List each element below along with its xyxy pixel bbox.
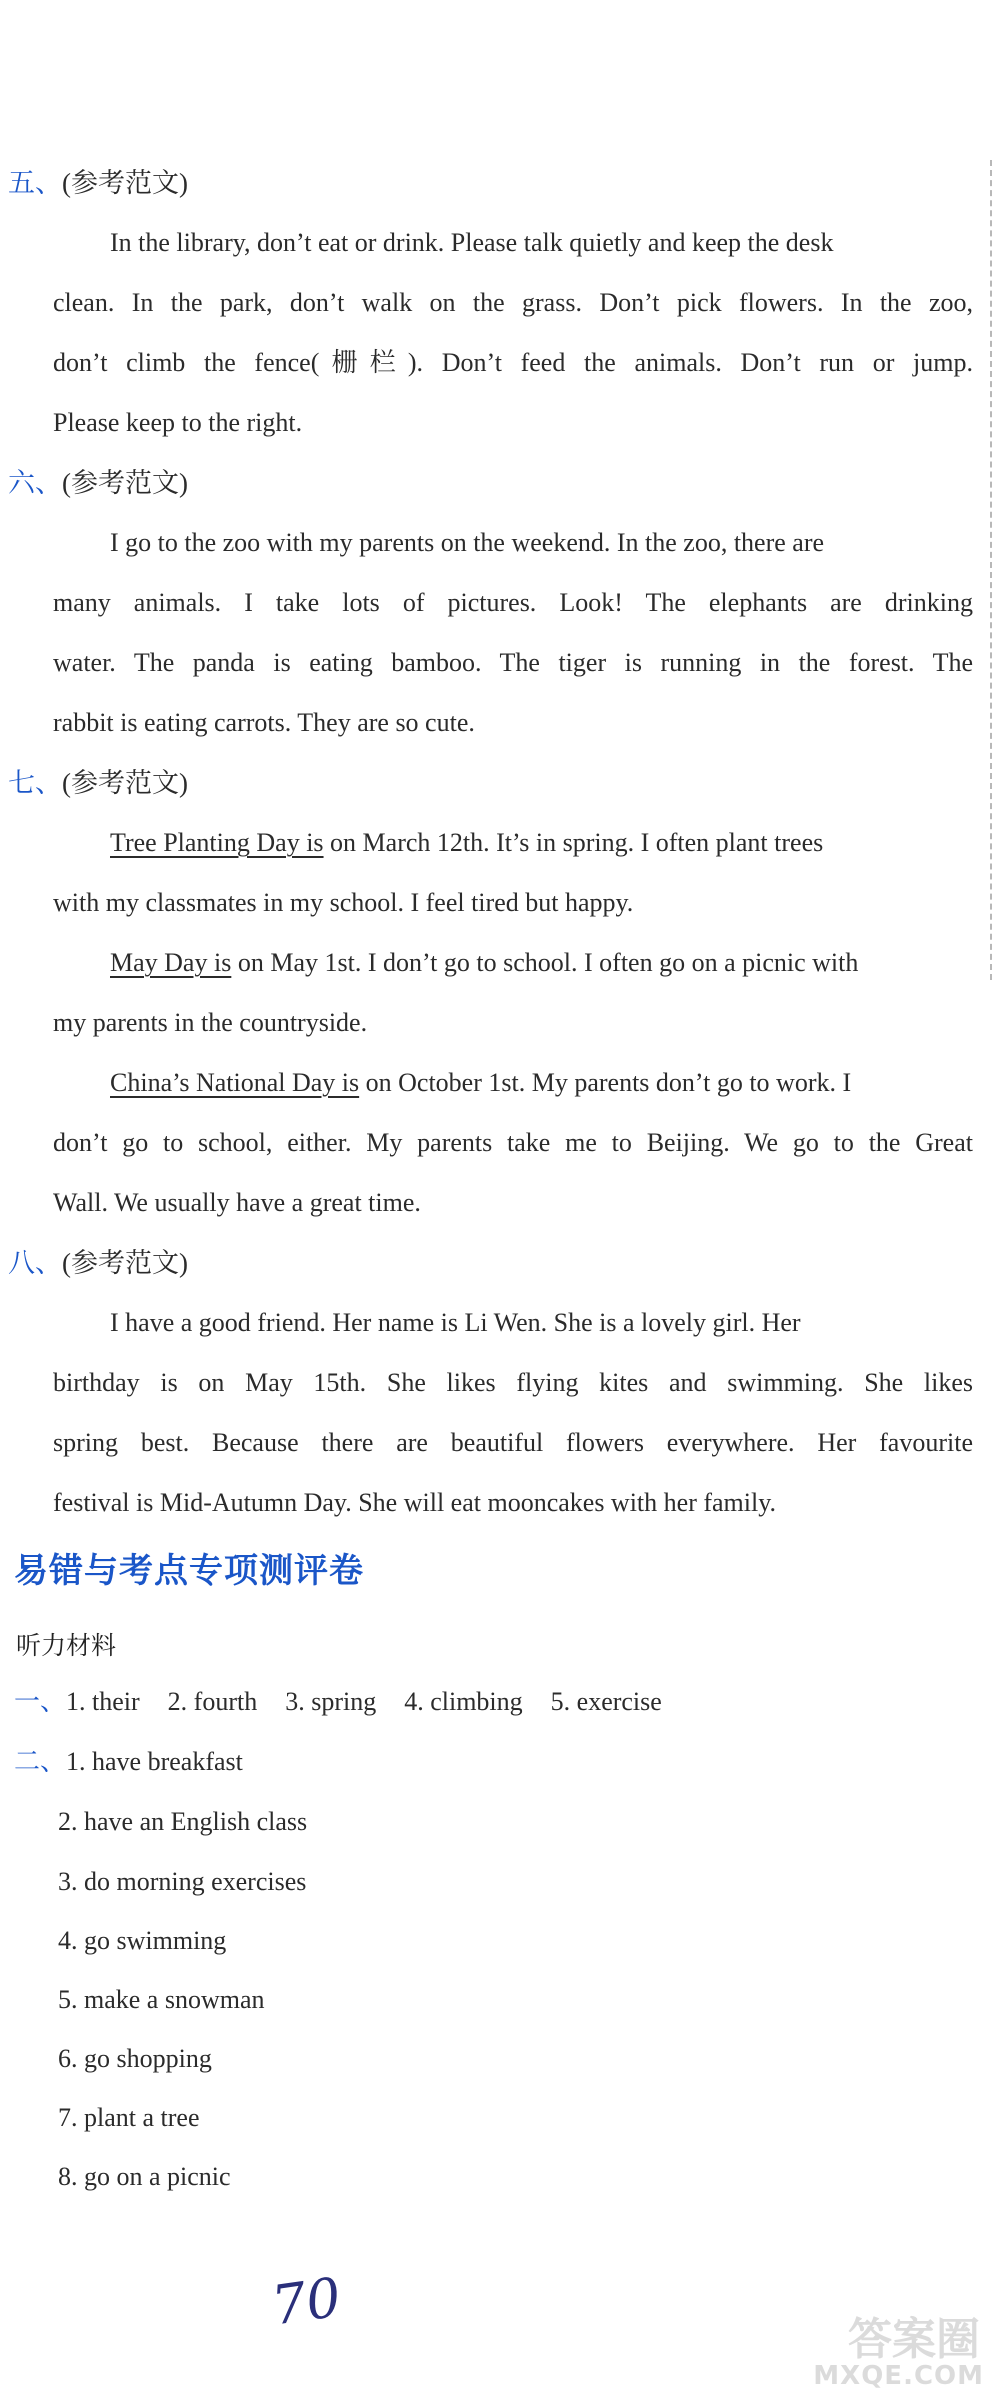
section-7-p2-rest: on May 1st. I don’t go to school. I often go on a picnic with	[231, 948, 859, 977]
section-7-label: (参考范文)	[62, 768, 188, 798]
section-7-p1-line-2: with my classmates in my school. I feel tired but happy.	[53, 888, 634, 917]
section-8-number: 八、	[8, 1248, 62, 1278]
question-2-number: 二、	[14, 1747, 67, 1776]
binding-edge-dashes	[990, 160, 992, 980]
section-6-line-4: rabbit is eating carrots. They are so cute.	[53, 708, 475, 737]
section-6-line-3: water. The panda is eating bamboo. The tiger is running in the forest. The	[53, 648, 973, 677]
section-6-line-2: many animals. I take lots of pictures. Look! The elephants are drinking	[53, 588, 973, 617]
test-section-title: 易错与考点专项测评卷	[14, 1551, 364, 1591]
section-8-heading	[8, 1243, 188, 1283]
listening-materials-title: 听力材料	[16, 1631, 117, 1660]
section-5-line-1: In the library, don’t eat or drink. Please talk quietly and keep the desk	[110, 228, 834, 257]
watermark-logo	[810, 2303, 990, 2393]
question-2-item-7: 7. plant a tree	[58, 2103, 200, 2132]
answer-item: 5. exercise	[550, 1687, 662, 1716]
section-8-line-2: birthday is on May 15th. She likes flying kites and swimming. She likes	[53, 1368, 973, 1397]
answer-item: 2. fourth	[167, 1687, 258, 1716]
section-5-line-2: clean. In the park, don’t walk on the grass. Don’t pick flowers. In the zoo,	[53, 288, 973, 317]
watermark-text: 答案圈	[848, 2314, 980, 2365]
section-8-line-4: festival is Mid-Autumn Day. She will eat mooncakes with her family.	[53, 1488, 777, 1517]
section-7-p1-rest: on March 12th. It’s in spring. I often plant trees	[323, 828, 824, 857]
section-8-label: (参考范文)	[62, 1248, 188, 1278]
section-6-label: (参考范文)	[62, 468, 188, 498]
section-7-heading	[8, 763, 188, 803]
underlined-festival-may-day: May Day is	[110, 948, 232, 977]
section-5-line-4: Please keep to the right.	[53, 408, 303, 437]
section-6-line-1: I go to the zoo with my parents on the weekend. In the zoo, there are	[110, 528, 825, 557]
section-7-p3-line-1	[110, 1063, 851, 1103]
section-7-p2-line-1	[110, 943, 858, 983]
question-2-item-8: 8. go on a picnic	[58, 2162, 231, 2191]
section-6-number: 六、	[8, 468, 62, 498]
underlined-festival-tree-planting-day: Tree Planting Day is	[110, 828, 324, 857]
section-7-p2-line-2: my parents in the countryside.	[53, 1008, 368, 1037]
section-7-p1-line-1	[110, 823, 823, 863]
question-2-item-4: 4. go swimming	[58, 1926, 227, 1955]
section-7-number: 七、	[8, 768, 62, 798]
question-2-item-3: 3. do morning exercises	[58, 1867, 307, 1896]
section-7-p3-rest: on October 1st. My parents don’t go to work. I	[359, 1068, 852, 1097]
question-2-item-1	[14, 1742, 243, 1782]
handwritten-page-number: 70	[267, 2265, 345, 2338]
section-8-line-1: I have a good friend. Her name is Li Wen. She is a lovely girl. Her	[110, 1308, 801, 1337]
answer-item: 4. climbing	[404, 1687, 523, 1716]
underlined-festival-national-day: China’s National Day is	[110, 1068, 360, 1097]
answer-item: 1. have breakfast	[66, 1747, 243, 1776]
section-7-p3-line-3: Wall. We usually have a great time.	[53, 1188, 421, 1217]
section-5-label: (参考范文)	[62, 168, 188, 198]
answer-item: 3. spring	[285, 1687, 377, 1716]
question-2-item-2: 2. have an English class	[58, 1807, 308, 1836]
section-8-line-3: spring best. Because there are beautiful flowers everywhere. Her favourite	[53, 1428, 973, 1457]
watermark-url: MXQE.COM	[813, 2361, 984, 2391]
question-2-item-6: 6. go shopping	[58, 2044, 212, 2073]
section-7-p3-line-2: don’t go to school, either. My parents take me to Beijing. We go to the Great	[53, 1128, 973, 1157]
section-5-line-3: don’t climb the fence(栅栏). Don’t feed the animals. Don’t run or jump.	[53, 348, 973, 377]
section-5-number: 五、	[8, 168, 62, 198]
question-1-number: 一、	[14, 1687, 67, 1716]
answer-item: 1. their	[66, 1687, 140, 1716]
section-6-heading	[8, 463, 188, 503]
section-5-heading	[8, 163, 188, 203]
question-2-item-5: 5. make a snowman	[58, 1985, 265, 2014]
question-1-answers	[14, 1682, 690, 1722]
